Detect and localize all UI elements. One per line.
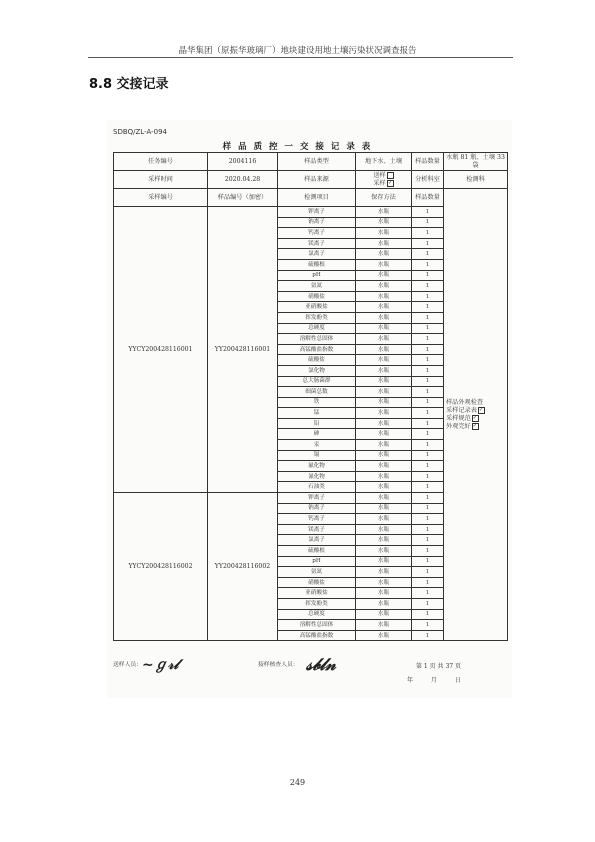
test-item-cell: 铁 xyxy=(278,397,356,408)
test-item-cell: 钾离子 xyxy=(278,207,356,218)
qty-cell: 1 xyxy=(412,577,444,588)
qty-cell: 1 xyxy=(412,567,444,578)
test-item-cell: 钾离子 xyxy=(278,493,356,504)
preservation-cell: 水瓶 xyxy=(356,450,412,461)
test-item-cell: 氨氮 xyxy=(278,567,356,578)
page-header: 晶华集团（原振华玻璃厂）地块建设用地土壤污染状况调查报告 xyxy=(178,46,417,56)
date-label: 采样时间 xyxy=(114,171,208,189)
sample-qty-label: 样品数量 xyxy=(412,153,444,171)
col-test-item: 检测项目 xyxy=(278,189,356,207)
test-item-cell: 汞 xyxy=(278,440,356,451)
preservation-cell: 水瓶 xyxy=(356,323,412,334)
test-item-cell: 镁离子 xyxy=(278,238,356,249)
preservation-cell: 水瓶 xyxy=(356,429,412,440)
page-number: 249 xyxy=(289,778,306,787)
preservation-cell: 水瓶 xyxy=(356,355,412,366)
qty-cell: 1 xyxy=(412,323,444,334)
qty-cell: 1 xyxy=(412,228,444,239)
test-item-cell: 硫酸盐 xyxy=(278,355,356,366)
sample-no-cell: YY200428116001 xyxy=(208,207,278,493)
qty-cell: 1 xyxy=(412,387,444,398)
test-item-cell: 高锰酸盐指数 xyxy=(278,344,356,355)
preservation-cell: 水瓶 xyxy=(356,397,412,408)
qty-cell: 1 xyxy=(412,598,444,609)
preservation-cell: 水瓶 xyxy=(356,259,412,270)
test-item-cell: 总大肠菌群 xyxy=(278,376,356,387)
qty-cell: 1 xyxy=(412,429,444,440)
dept-value: 检测科 xyxy=(444,171,508,189)
test-item-cell: 氯离子 xyxy=(278,535,356,546)
test-item-cell: 亚硝酸盐 xyxy=(278,588,356,599)
qty-cell: 1 xyxy=(412,556,444,567)
sample-qty-value: 水瓶 81 瓶、土壤 33 袋 xyxy=(444,153,508,171)
preservation-cell: 水瓶 xyxy=(356,482,412,493)
preservation-cell: 水瓶 xyxy=(356,291,412,302)
test-item-cell: 氰化物 xyxy=(278,471,356,482)
test-item-cell: 硫酸根 xyxy=(278,546,356,557)
preservation-cell: 水瓶 xyxy=(356,334,412,345)
test-item-cell: 砷 xyxy=(278,429,356,440)
qty-cell: 1 xyxy=(412,503,444,514)
preservation-cell: 水瓶 xyxy=(356,217,412,228)
test-item-cell: 钠离子 xyxy=(278,503,356,514)
sampling-no-cell: YYCY200428116001 xyxy=(114,207,208,493)
test-item-cell: pH xyxy=(278,270,356,281)
test-item-cell: 锰 xyxy=(278,408,356,419)
test-item-cell: 硫酸根 xyxy=(278,259,356,270)
check-item xyxy=(444,407,507,415)
preservation-cell: 水瓶 xyxy=(356,514,412,525)
preservation-cell: 水瓶 xyxy=(356,524,412,535)
preservation-cell: 水瓶 xyxy=(356,577,412,588)
qty-cell: 1 xyxy=(412,397,444,408)
test-item-cell: 硝酸盐 xyxy=(278,291,356,302)
preservation-cell: 水瓶 xyxy=(356,418,412,429)
qty-cell: 1 xyxy=(412,376,444,387)
qty-cell: 1 xyxy=(412,461,444,472)
dept-label: 分析科室 xyxy=(412,171,444,189)
preservation-cell: 水瓶 xyxy=(356,365,412,376)
qty-cell: 1 xyxy=(412,471,444,482)
check-item-label: 采样记录表 xyxy=(446,406,477,414)
table-row-date xyxy=(114,171,508,189)
preservation-cell: 水瓶 xyxy=(356,207,412,218)
preservation-cell: 水瓶 xyxy=(356,344,412,355)
test-item-cell: 石油类 xyxy=(278,482,356,493)
qty-cell: 1 xyxy=(412,620,444,631)
test-item-cell: 总硬度 xyxy=(278,323,356,334)
preservation-cell: 水瓶 xyxy=(356,408,412,419)
preservation-cell: 水瓶 xyxy=(356,249,412,260)
qty-cell: 1 xyxy=(412,493,444,504)
qty-cell: 1 xyxy=(412,609,444,620)
task-no-value: 2004116 xyxy=(208,153,278,171)
handover-record-table xyxy=(113,152,508,641)
test-item-cell: 溶解性总固体 xyxy=(278,334,356,345)
test-item-cell: 铅 xyxy=(278,418,356,429)
sample-type-label: 样品类型 xyxy=(278,153,356,171)
preservation-cell: 水瓶 xyxy=(356,312,412,323)
form-date-line: 年 月 日 xyxy=(407,677,469,684)
test-item-cell: 亚硝酸盐 xyxy=(278,302,356,313)
source-options xyxy=(356,171,412,189)
preservation-cell: 水瓶 xyxy=(356,281,412,292)
test-item-cell: 挥发酚类 xyxy=(278,598,356,609)
task-no-label: 任务编号 xyxy=(114,153,208,171)
qty-cell: 1 xyxy=(412,249,444,260)
table-column-headers xyxy=(114,189,508,207)
test-item-cell: 氯化物 xyxy=(278,365,356,376)
qty-cell: 1 xyxy=(412,207,444,218)
col-sample-no: 样品编号（加密） xyxy=(208,189,278,207)
sender-label: 送样人员： xyxy=(113,662,142,668)
test-item-cell: 总硬度 xyxy=(278,609,356,620)
preservation-cell: 水瓶 xyxy=(356,556,412,567)
test-item-cell: 高锰酸盐指数 xyxy=(278,630,356,641)
form-title: 样 品 质 控 一 交 接 记 录 表 xyxy=(222,142,373,152)
form-page-info: 第 1 页 共 37 页 xyxy=(416,663,461,670)
test-item-cell: 硝酸盐 xyxy=(278,577,356,588)
test-item-cell: 氯离子 xyxy=(278,249,356,260)
preservation-cell: 水瓶 xyxy=(356,471,412,482)
qty-cell: 1 xyxy=(412,217,444,228)
sample-check-notes xyxy=(444,189,508,641)
qty-cell: 1 xyxy=(412,259,444,270)
qty-cell: 1 xyxy=(412,270,444,281)
qty-cell: 1 xyxy=(412,408,444,419)
preservation-cell: 水瓶 xyxy=(356,493,412,504)
preservation-cell: 水瓶 xyxy=(356,620,412,631)
qty-cell: 1 xyxy=(412,546,444,557)
test-item-cell: pH xyxy=(278,556,356,567)
check-item xyxy=(444,423,507,431)
test-item-cell: 溶解性总固体 xyxy=(278,620,356,631)
check-item-label: 采样规范 xyxy=(446,414,471,422)
col-qty: 样品数量 xyxy=(412,189,444,207)
test-item-cell: 镉 xyxy=(278,450,356,461)
test-item-cell: 镁离子 xyxy=(278,524,356,535)
qty-cell: 1 xyxy=(412,302,444,313)
header-rule xyxy=(88,57,513,58)
preservation-cell: 水瓶 xyxy=(356,609,412,620)
preservation-cell: 水瓶 xyxy=(356,630,412,641)
section-title: 8.8 交接记录 xyxy=(89,77,169,92)
preservation-cell: 水瓶 xyxy=(356,387,412,398)
test-item-cell: 氟化物 xyxy=(278,461,356,472)
test-item-cell: 氨氮 xyxy=(278,281,356,292)
qty-cell: 1 xyxy=(412,630,444,641)
preservation-cell: 水瓶 xyxy=(356,598,412,609)
preservation-cell: 水瓶 xyxy=(356,588,412,599)
col-preservation: 保存方法 xyxy=(356,189,412,207)
preservation-cell: 水瓶 xyxy=(356,238,412,249)
sender-signature: ~ℊ𝓇𝓁 xyxy=(142,657,179,673)
qty-cell: 1 xyxy=(412,334,444,345)
test-item-cell: 钙离子 xyxy=(278,228,356,239)
qty-cell: 1 xyxy=(412,291,444,302)
preservation-cell: 水瓶 xyxy=(356,302,412,313)
qty-cell: 1 xyxy=(412,418,444,429)
qty-cell: 1 xyxy=(412,355,444,366)
preservation-cell: 水瓶 xyxy=(356,567,412,578)
check-item-label: 外观完好 xyxy=(446,422,471,430)
date-value: 2020.04.28 xyxy=(208,171,278,189)
qty-cell: 1 xyxy=(412,482,444,493)
qty-cell: 1 xyxy=(412,535,444,546)
source-option-send: 送样 xyxy=(373,171,386,179)
form-code: SDBQ/ZL-A-094 xyxy=(113,128,167,136)
col-sampling-no: 采样编号 xyxy=(114,189,208,207)
preservation-cell: 水瓶 xyxy=(356,270,412,281)
checkbox-sample: ✓ xyxy=(388,179,393,186)
test-item-cell: 挥发酚类 xyxy=(278,312,356,323)
qty-cell: 1 xyxy=(412,281,444,292)
source-label: 样品来源 xyxy=(278,171,356,189)
table-row-task xyxy=(114,153,508,171)
qty-cell: 1 xyxy=(412,440,444,451)
test-item-cell: 细菌总数 xyxy=(278,387,356,398)
qty-cell: 1 xyxy=(412,238,444,249)
receiver-label: 接样核查人员： xyxy=(258,662,299,668)
preservation-cell: 水瓶 xyxy=(356,228,412,239)
qty-cell: 1 xyxy=(412,588,444,599)
checkbox-send xyxy=(387,172,394,179)
qty-cell: 1 xyxy=(412,312,444,323)
sample-type-value: 地下水、土壤 xyxy=(356,153,412,171)
test-item-cell: 钙离子 xyxy=(278,514,356,525)
check-item xyxy=(444,415,507,423)
qty-cell: 1 xyxy=(412,344,444,355)
check-item-box: ✓ xyxy=(472,422,477,429)
qty-cell: 1 xyxy=(412,524,444,535)
qty-cell: 1 xyxy=(412,365,444,376)
sample-no-cell: YY200428116002 xyxy=(208,493,278,641)
check-item-box: ✓ xyxy=(472,414,477,421)
sampling-no-cell: YYCY200428116002 xyxy=(114,493,208,641)
preservation-cell: 水瓶 xyxy=(356,461,412,472)
preservation-cell: 水瓶 xyxy=(356,546,412,557)
test-item-cell: 钠离子 xyxy=(278,217,356,228)
preservation-cell: 水瓶 xyxy=(356,503,412,514)
source-option-sample: 采样 xyxy=(373,179,386,187)
qty-cell: 1 xyxy=(412,514,444,525)
preservation-cell: 水瓶 xyxy=(356,535,412,546)
check-item-box: ✓ xyxy=(478,406,484,413)
receiver-signature: 𝓈𝒷𝓁𝓃 xyxy=(306,655,336,675)
preservation-cell: 水瓶 xyxy=(356,440,412,451)
check-title: 样品外观检查 xyxy=(446,398,484,406)
preservation-cell: 水瓶 xyxy=(356,376,412,387)
qty-cell: 1 xyxy=(412,450,444,461)
